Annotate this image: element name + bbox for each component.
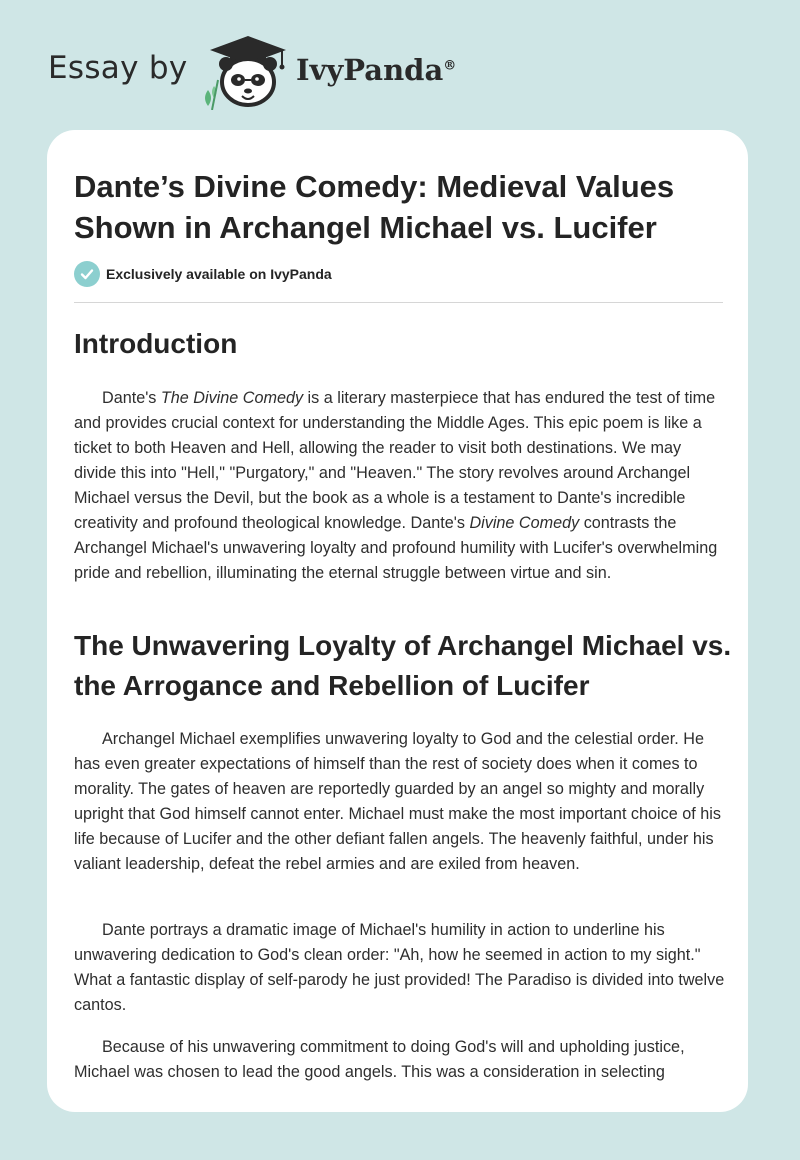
exclusive-badge-text: Exclusively available on IvyPanda: [106, 266, 332, 282]
paragraph-loyalty-1: Archangel Michael exemplifies unwavering loyalty to God and the celestial order. He has even greater expectations of himself than the rest of society does when it comes to morality. The gates of heaven are reportedly guarded by an angel so mighty and morally upright that God himself cannot enter. Michael must make the most important choice of his life because of Lucifer and the other defiant fallen angels. The heavenly faithful, under his valiant leadership, defeat the rebel armies and are exiled from heaven.: [74, 730, 721, 873]
exclusive-badge: [74, 261, 332, 287]
paragraph-text: is a literary masterpiece that has endured the test of time and provides crucial context for understanding the Middle Ages. This epic poem is like a ticket to both Heaven and Hell, allowing the reader to visit both destinations. We may divide this into "Hell," "Purgatory," and "Heaven." The story revolves around Archangel Michael versus the Devil, but the book as a whole is a testament to Dante's incredible creativity and profound theological knowledge. Dante's: [74, 389, 716, 532]
check-circle-icon: [74, 261, 100, 287]
book-title-italic: Divine Comedy: [469, 514, 580, 532]
paragraph-text: Dante's: [102, 389, 161, 407]
essay-title: Dante’s Divine Comedy: Medieval Values Shown in Archangel Michael vs. Lucifer: [74, 169, 675, 245]
site-header: [0, 0, 800, 125]
essay-card: [47, 130, 748, 1112]
book-title-italic: The Divine Comedy: [160, 389, 304, 407]
paragraph-loyalty-2: Dante portrays a dramatic image of Michael's humility in action to underline his unwavering dedication to God's clean order: "Ah, how he seemed in action to my sight." What a fantastic display of self-parody he just provided! The Paradiso is divided into twelve cantos.: [74, 921, 725, 1014]
paragraph-intro: [74, 386, 726, 586]
section-heading-introduction: Introduction: [74, 328, 238, 359]
panda-graduate-icon[interactable]: [200, 30, 292, 110]
paragraph-loyalty-3: Because of his unwavering commitment to doing God's will and upholding justice, Michael was chosen to lead the good angels. This was a consideration in selecting: [74, 1038, 685, 1081]
essay-by-label: Essay by: [48, 50, 188, 86]
brand-name[interactable]: [296, 53, 456, 87]
brand-name-text: IvyPanda: [296, 53, 444, 87]
divider: [74, 302, 723, 303]
section-heading-loyalty: The Unwavering Loyalty of Archangel Michael vs. the Arrogance and Rebellion of Lucifer: [74, 630, 732, 701]
paragraph-text: contrasts the Archangel Michael's unwavering loyalty and profound humility with Lucifer's overwhelming pride and rebellion, illuminating the eternal struggle between virtue and sin.: [74, 514, 718, 582]
registered-mark: ®: [443, 58, 457, 74]
